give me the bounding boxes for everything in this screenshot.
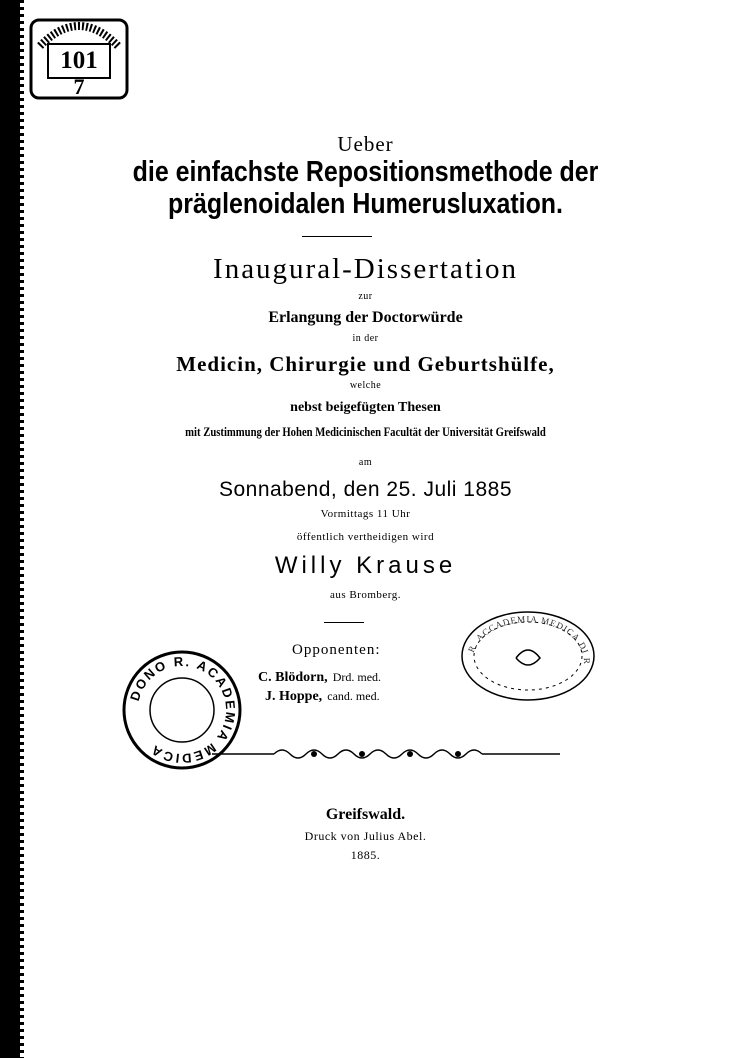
library-stamp	[28, 6, 130, 102]
am-text: am	[358, 457, 373, 468]
oval-stamp-seal	[458, 606, 598, 702]
opponent-name: C. Blödorn,	[258, 670, 328, 685]
scan-edge-texture	[20, 0, 24, 1058]
scan-edge	[0, 0, 20, 1058]
zur-text: zur	[358, 291, 373, 302]
imprint-printer: Druck von Julius Abel.	[304, 829, 427, 843]
opponent-name: J. Hoppe,	[265, 689, 323, 704]
defend-text: öffentlich vertheidigen wird	[296, 531, 435, 543]
imprint-year: 1885.	[350, 848, 381, 862]
purpose-text: Erlangung der Doctorwürde	[268, 309, 463, 326]
origin-text: aus Bromberg.	[329, 589, 402, 601]
divider-1	[302, 236, 372, 237]
welche-text: welche	[349, 380, 382, 391]
svg-text:R. ACCADEMIA MEDICA DI ROMA	[458, 606, 592, 665]
date-text: Sonnabend, den 25. Juli 1885	[218, 478, 513, 501]
title-line-3: präglenoidalen Humerusluxation.	[168, 188, 563, 220]
library-stamp-number: 101	[60, 47, 98, 74]
opponent-title: Drd. med.	[332, 670, 382, 684]
imprint-city: Greifswald.	[325, 806, 406, 823]
opponent-row	[258, 666, 381, 686]
author-name: Willy Krause	[274, 552, 457, 579]
theses-text: nebst beigefügten Thesen	[290, 400, 441, 415]
ornament-divider	[212, 744, 560, 764]
title-line-2: die einfachste Repositionsmethode der	[132, 156, 599, 188]
consent-text: mit Zustimmung der Hohen Medicinischen Facultät der Universität Greifswald	[185, 424, 546, 439]
donor-stamp-text: DONO R. ACADEMIA MEDICA	[127, 653, 239, 767]
opponent-title: cand. med.	[327, 689, 380, 703]
opponent-row	[265, 685, 380, 705]
opponents-heading: Opponenten:	[292, 642, 381, 658]
oval-stamp	[458, 606, 598, 702]
time-text: Vormittags 11 Uhr	[320, 508, 411, 520]
divider-2	[324, 622, 364, 623]
library-stamp-subnumber: 7	[73, 74, 85, 99]
faculties-text: Medicin, Chirurgie und Geburtshülfe,	[176, 352, 555, 376]
dissertation-heading: Inaugural-Dissertation	[213, 253, 518, 285]
oval-stamp-text: R. ACCADEMIA MEDICA DI R	[465, 613, 593, 665]
title-line-1: Ueber	[337, 132, 394, 156]
in-der-text: in der	[352, 333, 379, 344]
